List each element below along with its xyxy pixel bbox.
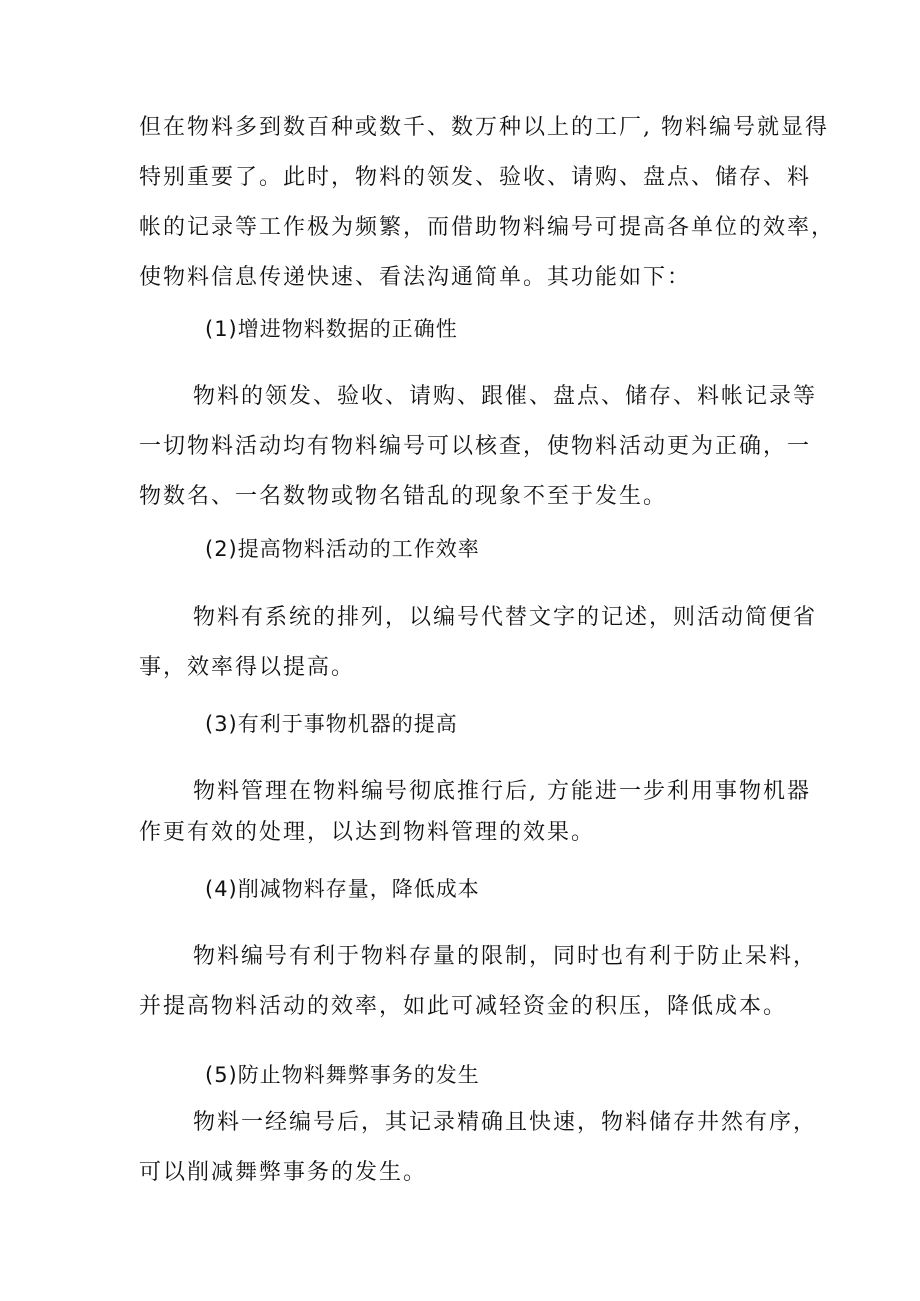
section-2-line-1: 物料有系统的排列，以编号代替文字的记述，则活动简便省 (193, 605, 818, 630)
intro-line-4: 使物料信息传递快速、看法沟通简单。其功能如下： (139, 265, 692, 290)
intro-line-1: 但在物料多到数百种或数千、数万种以上的工厂, 物料编号就显得 (139, 115, 829, 140)
intro-line-2: 特别重要了。此时，物料的领发、验收、请购、盘点、储存、料 (139, 165, 812, 190)
section-4-heading: (4)削减物料存量，降低成本 (205, 877, 480, 901)
intro-line-3: 帐的记录等工作极为频繁，而借助物料编号可提高各单位的效率， (139, 215, 836, 240)
section-2-line-2: 事，效率得以提高。 (139, 655, 356, 680)
section-5-line-1: 物料一经编号后，其记录精确且快速，物料储存井然有序， (193, 1110, 818, 1135)
section-1-heading: (1)增进物料数据的正确性 (205, 317, 458, 341)
section-1-line-1: 物料的领发、验收、请购、跟催、盘点、储存、料帐记录等 (193, 384, 818, 409)
section-4-line-2: 并提高物料活动的效率，如此可减轻资金的积压，降低成本。 (139, 994, 788, 1019)
section-2-heading: (2)提高物料活动的工作效率 (205, 537, 480, 561)
section-3-line-1: 物料管理在物料编号彻底推行后, 方能进一步利用事物机器 (193, 779, 811, 804)
section-5-line-2: 可以削减舞弊事务的发生。 (139, 1160, 428, 1185)
section-1-line-2: 一切物料活动均有物料编号可以核查，使物料活动更为正确，一 (139, 434, 812, 459)
section-3-line-2: 作更有效的处理，以达到物料管理的效果。 (139, 820, 596, 845)
section-1-line-3: 物数名、一名数物或物名错乱的现象不至于发生。 (139, 484, 668, 509)
section-3-heading: (3)有利于事物机器的提高 (205, 712, 458, 736)
section-4-line-1: 物料编号有利于物料存量的限制，同时也有利于防止呆料， (193, 944, 818, 969)
section-5-heading: (5)防止物料舞弊事务的发生 (205, 1063, 480, 1087)
